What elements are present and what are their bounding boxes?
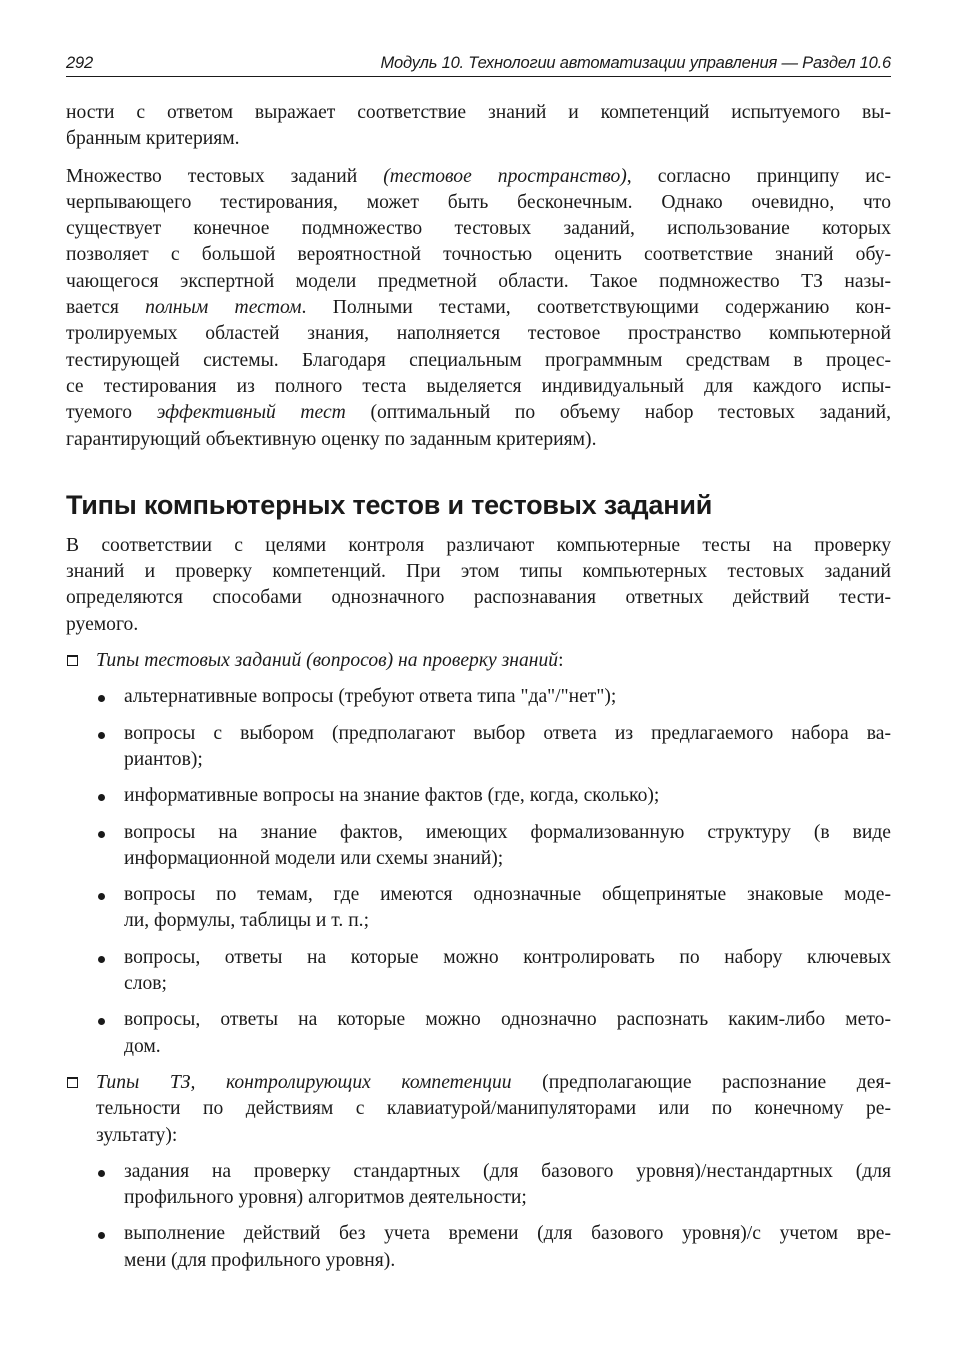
text-line: вопросы, ответы на которые можно контролировать по набору ключевых <box>124 946 891 968</box>
text-line <box>66 295 891 321</box>
text-line: ности с ответом выражает соответствие знаний и компетенций испытуемого вы- <box>66 102 891 123</box>
bullet-icon <box>98 1232 105 1239</box>
paragraph-test-space <box>66 164 891 453</box>
ballot-box-icon <box>67 655 78 666</box>
text-fragment: вается <box>66 297 146 319</box>
bullet-icon <box>98 831 105 838</box>
text-line: определяются способами однозначного распознавания ответных действий тести- <box>66 587 891 609</box>
text-line: черпывающего тестирования, может быть бесконечным. Однако очевидно, что <box>66 191 891 213</box>
text-line: ли, формулы, таблицы и т. п.; <box>124 910 370 932</box>
group-title-line <box>96 1070 891 1096</box>
text-line: существует конечное подмножество тестовых заданий, использование которых <box>66 218 891 240</box>
group-title: Типы тестовых заданий (вопросов) на проверку знаний <box>96 650 559 672</box>
book-page <box>66 54 891 1274</box>
text-line: бранным критериям. <box>66 128 240 150</box>
list-item <box>66 882 891 935</box>
text-fragment: , согласно принципу ис- <box>626 165 891 187</box>
text-line: позволяет с большой вероятностной точностью оценить соответствие знаний обу- <box>66 244 891 266</box>
text-line: риантов); <box>124 748 203 770</box>
text-line: вопросы, ответы на которые можно однозначно распознать каким-либо мето- <box>124 1009 891 1031</box>
text-line: чающегося экспертной модели предметной области. Такое подмножество ТЗ назы- <box>66 270 891 292</box>
running-header <box>66 54 891 77</box>
text-line: профильного уровня) алгоритмов деятельности; <box>124 1187 527 1209</box>
text-fragment: (оптимальный по объему набор тестовых заданий, <box>345 402 891 424</box>
text-line: руемого. <box>66 613 139 635</box>
list-item <box>66 783 891 809</box>
text-line: информативные вопросы на знание фактов (где, когда, сколько); <box>124 785 660 807</box>
list-item <box>66 1007 891 1060</box>
text-line: мени (для профильного уровня). <box>124 1249 396 1271</box>
running-title: Модуль 10. Технологии автоматизации управления — Раздел 10.6 <box>380 54 891 72</box>
text-line: гарантирующий объективную оценку по заданным критериям). <box>66 428 597 450</box>
bullet-icon <box>98 695 105 702</box>
bullet-icon <box>98 893 105 900</box>
bullet-list-knowledge <box>66 684 891 1060</box>
text-line: тельности по действиям с клавиатурой/манипуляторами или по конечному ре- <box>96 1098 891 1120</box>
text-fragment: Множество тестовых заданий <box>66 165 384 187</box>
text-line: вопросы с выбором (предполагают выбор ответа из предлагаемого набора ва- <box>124 722 891 744</box>
text-line: се тестирования из полного теста выделяется индивидуальный для каждого испы- <box>66 375 891 397</box>
text-line: дом. <box>124 1035 161 1057</box>
text-line: альтернативные вопросы (требуют ответа типа "да"/"нет"); <box>124 686 617 708</box>
text-line: зультату): <box>96 1124 178 1146</box>
text-fragment: туемого <box>66 402 157 424</box>
text-line: задания на проверку стандартных (для базового уровня)/нестандартных (для <box>124 1160 891 1182</box>
list-item <box>66 1221 891 1274</box>
term-full-test: полным тестом <box>145 297 302 319</box>
text-line: вопросы по темам, где имеются однозначные общепринятые знаковые моде- <box>124 884 891 906</box>
group-title: Типы ТЗ, контролирующих компетенции <box>96 1071 512 1093</box>
text-line: вопросы на знание фактов, имеющих формализованную структуру (в виде <box>124 821 891 843</box>
list-item <box>66 820 891 873</box>
list-item <box>66 721 891 774</box>
bullet-icon <box>98 956 105 963</box>
bullet-icon <box>98 794 105 801</box>
text-fragment: : <box>558 650 564 672</box>
term-test-space: (тестовое пространство) <box>383 165 627 187</box>
list-item <box>66 1159 891 1212</box>
group-competence-tests <box>66 1070 891 1149</box>
section-heading: Типы компьютерных тестов и тестовых заданий <box>66 489 713 520</box>
group-title-line <box>96 648 891 674</box>
text-line: тестирующей системы. Благодаря специальным программным средствам в процес- <box>66 349 891 371</box>
text-line <box>66 400 891 426</box>
paragraph-continuation <box>66 100 891 153</box>
bullet-list-competence <box>66 1159 891 1274</box>
text-line: В соответствии с целями контроля различают компьютерные тесты на проверку <box>66 534 891 556</box>
text-line: знаний и проверку компетенций. При этом типы компьютерных тестовых заданий <box>66 561 891 583</box>
paragraph-intro <box>66 533 891 638</box>
term-effective-test: эффективный тест <box>156 402 346 424</box>
text-fragment: . Полными тестами, соответствующими содержанию кон- <box>301 297 891 319</box>
text-line: слов; <box>124 973 167 995</box>
bullet-icon <box>98 1170 105 1177</box>
list-item <box>66 684 891 710</box>
group-knowledge-tests <box>66 648 891 674</box>
text-line: выполнение действий без учета времени (для базового уровня)/с учетом вре- <box>124 1223 891 1245</box>
text-fragment: (предполагающие распознание дея- <box>511 1071 891 1093</box>
text-line: тролируемых областей знания, наполняется тестовое пространство компьютерной <box>66 323 891 345</box>
text-line: информационной модели или схемы знаний); <box>124 847 504 869</box>
bullet-icon <box>98 732 105 739</box>
page-number: 292 <box>66 54 93 72</box>
list-item <box>66 945 891 998</box>
ballot-box-icon <box>67 1077 78 1088</box>
text-line <box>66 164 891 190</box>
bullet-icon <box>98 1018 105 1025</box>
